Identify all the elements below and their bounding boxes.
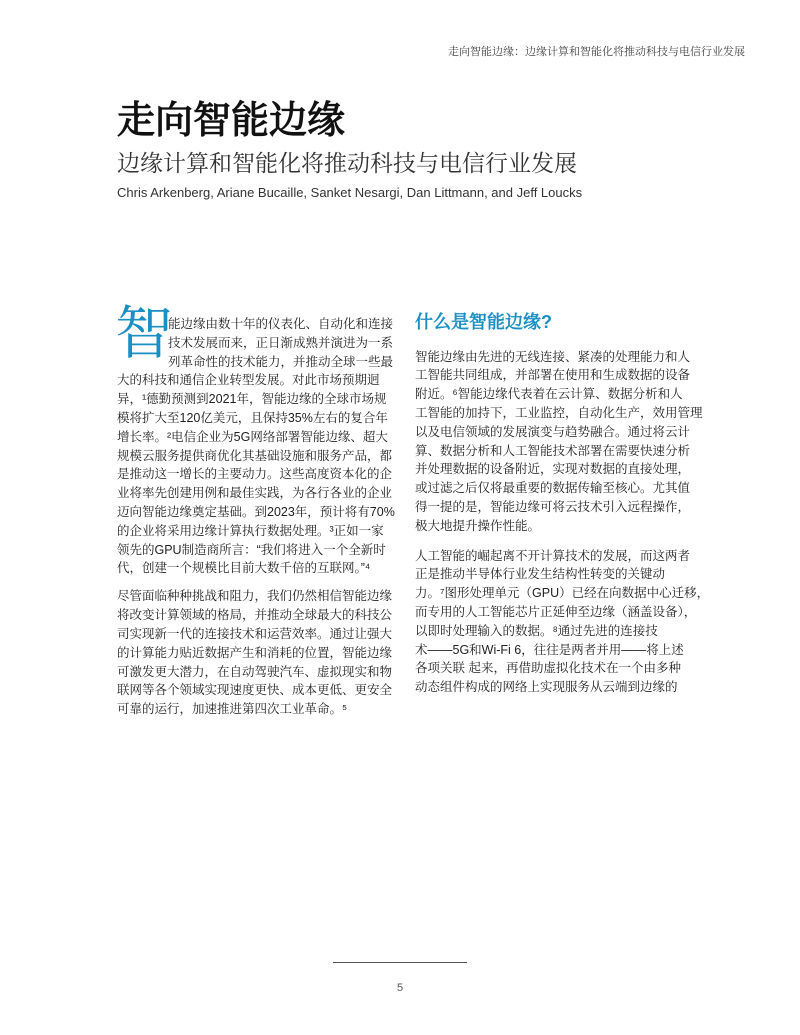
body-text-line: 以及电信领域的发展演变与趋势融合。通过将云计 <box>415 424 691 439</box>
body-text-line: 迈向智能边缘奠定基础。到2023年，预计将有70% <box>117 504 395 519</box>
page-subtitle: 边缘计算和智能化将推动科技与电信行业发展 <box>117 150 577 176</box>
body-text-line: 而专用的人工智能芯片正延伸至边缘（涵盖设备）， <box>415 604 697 619</box>
author-list: Chris Arkenberg, Ariane Bucaille, Sanket Nesargi, Dan Littmann, and Jeff Loucks <box>117 185 583 200</box>
body-text-line: 并处理数据的设备附近，实现对数据的直接处理， <box>415 462 691 477</box>
body-text-line: 能边缘由数十年的仪表化、自动化和连接 <box>168 317 394 331</box>
page-number: 5 <box>396 982 404 994</box>
drop-cap: 智 <box>115 301 174 366</box>
sidebar-column <box>415 310 715 697</box>
body-text-line: 力。⁷图形处理单元（GPU）已经在向数据中心迁移， <box>415 586 710 601</box>
body-text-line: 司实现新一代的连接技术和运营效率。通过让强大 <box>117 626 393 641</box>
body-text-line: 业将率先创建用例和最佳实践，为各行各业的企业 <box>117 486 393 501</box>
sidebar-heading: 什么是智能边缘? <box>415 312 552 332</box>
body-text-line: 正是推动半导体行业发生结构性转变的关键动 <box>415 567 666 582</box>
main-column <box>115 301 397 719</box>
body-text-line: 异，¹德勤预测到2021年，智能边缘的全球市场规 <box>117 392 387 407</box>
body-text-line: 列革命性的技术能力，并推动全球一些最 <box>168 354 394 369</box>
body-text-line: 可激发更大潜力，在自动驾驶汽车、虚拟现实和物 <box>117 664 393 679</box>
body-text-line: 技术发展而来，正日渐成熟并演进为一系 <box>168 335 394 350</box>
body-text-line: 将改变计算领域的格局，并推动全球最大的科技公 <box>117 608 393 623</box>
body-text-line: 人工智能的崛起离不开计算技术的发展，而这两者 <box>415 548 691 563</box>
paragraph <box>117 587 397 719</box>
body-text-line: 动态组件构成的网络上实现服务从云端到边缘的 <box>415 680 678 695</box>
body-text-line: 极大地提升操作性能。 <box>415 518 541 533</box>
body-text-line: 规模云服务提供商优化其基础设施和服务产品，都 <box>117 448 393 463</box>
body-text-line: 是推动这一增长的主要动力。这些高度资本化的企 <box>117 467 393 482</box>
body-text-line: 工智能的加持下，工业监控，自动化生产，效用管理 <box>415 405 703 420</box>
footer-rule <box>333 962 467 963</box>
page-title: 走向智能边缘 <box>117 100 346 142</box>
body-text-line: 的企业将采用边缘计算执行数据处理。³正如一家 <box>117 523 384 538</box>
paragraph <box>415 348 715 536</box>
body-text-line: 算、数据分析和人工智能技术部署在需要快速分析 <box>415 443 691 458</box>
body-text-line: 代，创建一个规模比目前大数千倍的互联网。”⁴ <box>117 561 371 576</box>
body-text-line: 领先的GPU制造商所言：“我们将进入一个全新时 <box>117 542 386 557</box>
body-text-line: 得一提的是，智能边缘可将云技术引入远程操作， <box>415 499 691 514</box>
running-header: 走向智能边缘：边缘计算和智能化将推动科技与电信行业发展 <box>448 46 745 58</box>
body-text-line: 术——5G和Wi-Fi 6，往往是两者并用——将上述 <box>415 642 684 657</box>
body-text-line: 工智能共同组成，并部署在使用和生成数据的设备 <box>415 368 691 383</box>
body-text-line: 联网等各个领域实现速度更快、成本更低、更安全 <box>117 683 393 698</box>
body-text-line: 的计算能力贴近数据产生和消耗的位置，智能边缘 <box>117 645 393 660</box>
body-text-line: 尽管面临种种挑战和阻力，我们仍然相信智能边缘 <box>117 589 393 604</box>
body-text-line: 附近。⁶智能边缘代表着在云计算、数据分析和人 <box>415 387 683 402</box>
body-text-line: 智能边缘由先进的无线连接、紧凑的处理能力和人 <box>415 349 691 364</box>
body-text-line: 增长率。²电信企业为5G网络部署智能边缘、超大 <box>117 429 388 444</box>
body-text-line: 或过滤之后仅将最重要的数据传输至核心。尤其值 <box>415 481 691 496</box>
paragraph <box>415 547 715 697</box>
body-text-line: 可靠的运行，加速推进第四次工业革命。⁵ <box>117 702 348 717</box>
body-text-line: 各项关联 起来，再借助虚拟化技术在一个由多种 <box>415 661 681 676</box>
body-text-line: 模将扩大至120亿美元，且保持35%左右的复合年 <box>117 410 388 425</box>
body-text-line: 以即时处理输入的数据。⁸通过先进的连接技 <box>415 623 658 638</box>
body-text-line: 大的科技和通信企业转型发展。对此市场预期迥 <box>117 373 380 388</box>
